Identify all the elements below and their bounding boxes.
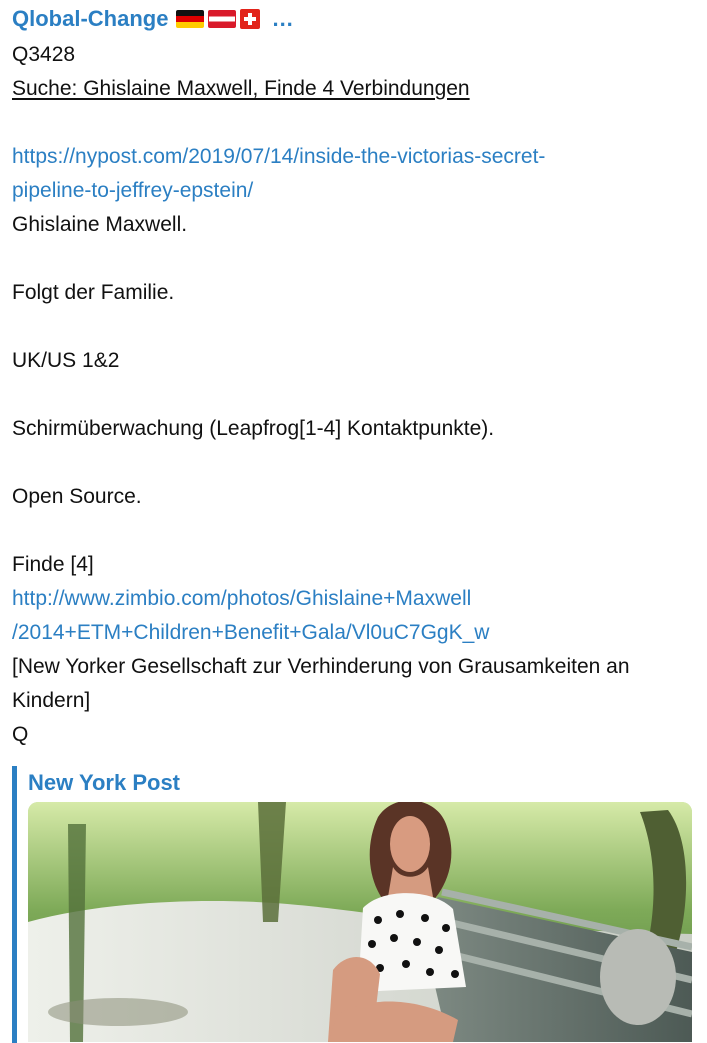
nypost-link-line-2[interactable]: pipeline-to-jeffrey-epstein/	[12, 179, 254, 202]
switzerland-flag-icon	[240, 9, 260, 29]
note-line-2: Kindern]	[12, 689, 91, 712]
note-line-1: [New Yorker Gesellschaft zur Verhinderung von Grausamkeiten an	[12, 655, 630, 678]
photo-icon	[28, 802, 692, 1042]
signature-line: Q	[12, 723, 29, 746]
open-source-line: Open Source.	[12, 485, 142, 508]
search-line: Suche: Ghislaine Maxwell, Finde 4 Verbindungen	[12, 77, 470, 100]
austria-flag-icon	[208, 10, 236, 28]
message-bubble	[12, 0, 702, 752]
blank-line	[12, 106, 702, 140]
name-line: Ghislaine Maxwell.	[12, 213, 188, 236]
more-indicator: ...	[272, 6, 294, 31]
bench-arm	[600, 929, 676, 1025]
surveillance-line: Schirmüberwachung (Leapfrog[1-4] Kontaktpunkte).	[12, 417, 495, 440]
puddle	[48, 998, 188, 1026]
nypost-link-line-1[interactable]: https://nypost.com/2019/07/14/inside-the-victorias-secret-	[12, 145, 546, 168]
zimbio-link-line-1[interactable]: http://www.zimbio.com/photos/Ghislaine+Maxwell	[12, 587, 472, 610]
germany-flag-icon	[176, 10, 204, 28]
blank-line	[12, 446, 702, 480]
zimbio-link-line-2[interactable]: /2014+ETM+Children+Benefit+Gala/Vl0uC7GgK_w	[12, 621, 490, 644]
blank-line	[12, 514, 702, 548]
blank-line	[12, 242, 702, 276]
preview-image[interactable]	[28, 802, 692, 1042]
link-preview[interactable]	[12, 766, 692, 1043]
woman-face	[390, 816, 430, 872]
uk-us-line: UK/US 1&2	[12, 349, 120, 372]
preview-site-name[interactable]: New York Post	[28, 770, 181, 795]
find-line: Finde [4]	[12, 553, 94, 576]
flag-group	[176, 9, 260, 29]
blank-line	[12, 310, 702, 344]
q-number: Q3428	[12, 43, 76, 66]
message-header	[12, 0, 702, 38]
follow-family-line: Folgt der Familie.	[12, 281, 175, 304]
blank-line	[12, 378, 702, 412]
sender-name[interactable]: Qlobal-Change	[12, 6, 169, 31]
